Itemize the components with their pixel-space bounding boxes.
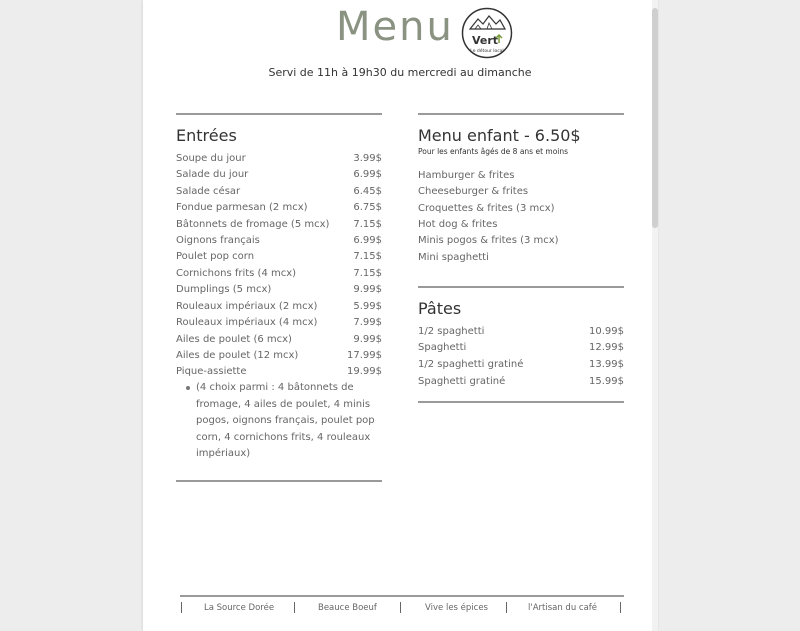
item-name: Fondue parmesan (2 mcx)	[176, 202, 308, 213]
item-name: Salade du jour	[176, 169, 249, 180]
scrollbar[interactable]	[652, 0, 658, 631]
item-price: 15.99$	[589, 376, 624, 387]
item-price: 10.99$	[589, 326, 624, 337]
item-price: 13.99$	[589, 359, 624, 370]
item-name: Minis pogos & frites (3 mcx)	[418, 235, 559, 246]
item-name: 1/2 spaghetti gratiné	[418, 359, 524, 370]
item-price: 9.99$	[353, 334, 382, 345]
divider	[176, 113, 382, 115]
menu-item	[176, 267, 382, 281]
footer-link-vive-les-epices[interactable]: Vive les épices	[425, 603, 488, 613]
item-price: 6.99$	[353, 169, 382, 180]
item-name: Cheeseburger & frites	[418, 186, 529, 197]
kids-item	[418, 251, 624, 265]
item-price: 3.99$	[353, 153, 382, 164]
menu-item	[176, 316, 382, 330]
item-price: 6.45$	[353, 186, 382, 197]
item-name: Bâtonnets de fromage (5 mcx)	[176, 219, 330, 230]
item-name: Mini spaghetti	[418, 252, 489, 263]
footer-divider	[180, 595, 624, 597]
item-name: Ailes de poulet (12 mcx)	[176, 350, 299, 361]
menu-item	[418, 375, 624, 389]
divider	[176, 480, 382, 482]
kids-item	[418, 234, 624, 248]
item-name: Ailes de poulet (6 mcx)	[176, 334, 292, 345]
menu-item	[176, 152, 382, 166]
item-name: Spaghetti gratiné	[418, 376, 506, 387]
divider	[418, 113, 624, 115]
item-name: Rouleaux impériaux (4 mcx)	[176, 317, 318, 328]
item-price: 6.99$	[353, 235, 382, 246]
menu-item	[176, 349, 382, 363]
item-name: Hamburger & frites	[418, 170, 515, 181]
footer-separator	[506, 602, 507, 613]
item-name: Pique-assiette	[176, 366, 247, 377]
bullet-icon	[186, 386, 190, 390]
menu-item	[418, 325, 624, 339]
menu-item	[176, 168, 382, 182]
pique-assiette-note: (4 choix parmi : 4 bâtonnets de fromage, 4 ailes de poulet, 4 minis pogos, oignons français, poulet pop corn, 4 cornichons frits, 4 rouleaux impériaux)	[196, 382, 375, 459]
kids-item	[418, 202, 624, 216]
item-name: Spaghetti	[418, 342, 467, 353]
menu-item	[418, 358, 624, 372]
item-price: 7.15$	[353, 268, 382, 279]
scrollbar-thumb[interactable]	[652, 8, 658, 228]
item-name: Salade césar	[176, 186, 241, 197]
menu-item	[176, 250, 382, 264]
menu-item	[418, 341, 624, 355]
kids-menu-title: Menu enfant - 6.50$	[418, 126, 581, 145]
menu-item	[176, 300, 382, 314]
service-hours: Servi de 11h à 19h30 du mercredi au dimanche	[268, 66, 532, 79]
menu-item	[176, 185, 382, 199]
footer-separator	[620, 602, 621, 613]
kids-item	[418, 169, 624, 183]
menu-item	[176, 218, 382, 232]
kids-item	[418, 185, 624, 199]
item-price: 12.99$	[589, 342, 624, 353]
item-name: Rouleaux impériaux (2 mcx)	[176, 301, 318, 312]
pates-title: Pâtes	[418, 299, 462, 318]
item-price: 7.99$	[353, 317, 382, 328]
item-name: Oignons français	[176, 235, 260, 246]
kids-menu-subtitle: Pour les enfants âgés de 8 ans et moins	[418, 147, 569, 156]
item-name: Poulet pop corn	[176, 251, 255, 262]
entrees-title: Entrées	[176, 126, 237, 145]
item-name: Dumplings (5 mcx)	[176, 284, 272, 295]
item-price: 5.99$	[353, 301, 382, 312]
logo	[461, 7, 513, 59]
item-price: 7.15$	[353, 219, 382, 230]
item-name: Cornichons frits (4 mcx)	[176, 268, 297, 279]
item-price: 6.75$	[353, 202, 382, 213]
item-name: 1/2 spaghetti	[418, 326, 485, 337]
menu-item	[176, 283, 382, 297]
footer-link-source-doree[interactable]: La Source Dorée	[204, 603, 275, 613]
item-price: 7.15$	[353, 251, 382, 262]
item-price: 9.99$	[353, 284, 382, 295]
page-title: Menu	[336, 4, 454, 50]
footer-separator	[400, 602, 401, 613]
item-name: Croquettes & frites (3 mcx)	[418, 203, 555, 214]
footer-link-artisan-du-cafe[interactable]: l'Artisan du café	[528, 603, 598, 613]
item-price: 17.99$	[347, 350, 382, 361]
footer-separator	[181, 602, 182, 613]
menu-item	[176, 234, 382, 248]
menu-item	[176, 333, 382, 347]
item-name: Soupe du jour	[176, 153, 246, 164]
logo-tagline: Le détour local	[470, 49, 504, 54]
divider	[418, 286, 624, 288]
kids-item	[418, 218, 624, 232]
logo-text: Vert	[471, 34, 499, 47]
footer-link-beauce-boeuf[interactable]: Beauce Boeuf	[318, 603, 377, 613]
footer-separator	[294, 602, 295, 613]
menu-item	[176, 201, 382, 215]
menu-item	[176, 365, 382, 379]
item-price: 19.99$	[347, 366, 382, 377]
item-name: Hot dog & frites	[418, 219, 498, 230]
divider	[418, 401, 624, 403]
